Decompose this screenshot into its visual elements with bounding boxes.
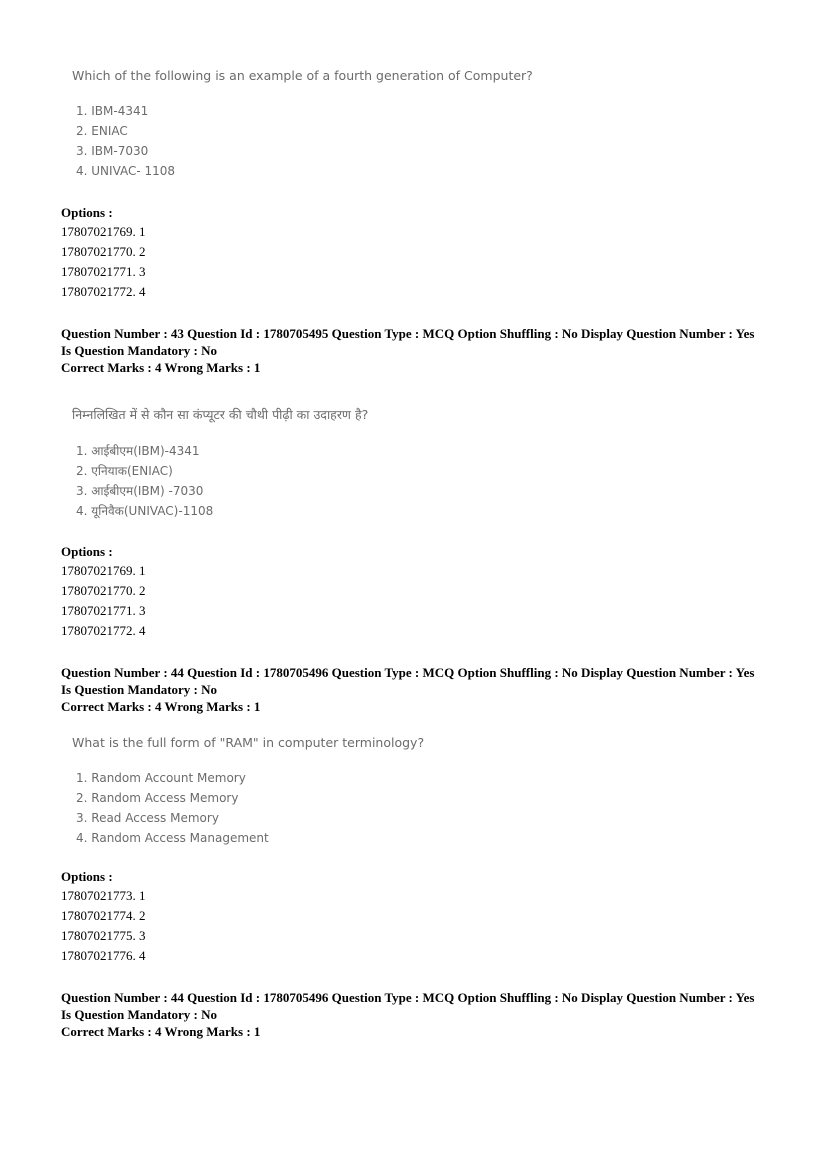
option-row: 17807021776. 4 <box>61 948 146 963</box>
option-row: 17807021769. 1 <box>61 224 146 239</box>
choice-item: 4. UNIVAC- 1108 <box>76 164 176 178</box>
meta-line-question-info: Question Number : 43 Question Id : 1780705495 Question Type : MCQ Option Shuffling : No Display Question Number : Yes <box>61 326 755 341</box>
option-row: 17807021769. 1 <box>61 563 146 578</box>
option-row: 17807021771. 3 <box>61 603 146 618</box>
choice-item: 1. आईबीएम(IBM)-4341 <box>76 444 200 458</box>
option-row: 17807021771. 3 <box>61 264 146 279</box>
meta-line-mandatory: Is Question Mandatory : No <box>61 681 218 697</box>
option-row: 17807021774. 2 <box>61 908 146 923</box>
choice-item: 1. IBM-4341 <box>76 104 149 118</box>
question-image-3 <box>62 735 424 848</box>
options-label: Options : <box>61 544 113 559</box>
meta-line-mandatory: Is Question Mandatory : No <box>61 342 218 358</box>
question-stem: Which of the following is an example of a fourth generation of Computer? <box>72 68 533 83</box>
choice-item: 3. Read Access Memory <box>76 811 219 825</box>
options-label: Options : <box>61 869 113 884</box>
choice-item: 2. ENIAC <box>76 124 128 138</box>
question-meta-43 <box>61 326 754 377</box>
question-image-2 <box>62 406 368 521</box>
options-block-3 <box>61 867 146 966</box>
option-row: 17807021770. 2 <box>61 244 146 259</box>
meta-line-question-info: Question Number : 44 Question Id : 1780705496 Question Type : MCQ Option Shuffling : No Display Question Number : Yes <box>61 665 755 680</box>
choice-item: 3. आईबीएम(IBM) -7030 <box>76 484 204 498</box>
meta-line-marks: Correct Marks : 4 Wrong Marks : 1 <box>61 699 261 714</box>
question-meta-44-next <box>61 990 754 1041</box>
question-stem: What is the full form of "RAM" in computer terminology? <box>72 735 425 750</box>
options-block-1 <box>61 203 146 302</box>
meta-line-marks: Correct Marks : 4 Wrong Marks : 1 <box>61 360 261 375</box>
question-stem: निम्नलिखित में से कौन सा कंप्यूटर की चौथी पीढ़ी का उदाहरण है? <box>72 407 369 422</box>
choice-item: 2. एनियाक(ENIAC) <box>76 464 173 478</box>
meta-line-mandatory: Is Question Mandatory : No <box>61 1006 218 1022</box>
choice-item: 3. IBM-7030 <box>76 144 149 158</box>
options-label: Options : <box>61 205 113 220</box>
choice-list <box>62 768 424 848</box>
option-row: 17807021773. 1 <box>61 888 146 903</box>
choice-item: 2. Random Access Memory <box>76 791 239 805</box>
question-image-1 <box>62 68 533 181</box>
choice-list <box>62 441 368 521</box>
options-block-2 <box>61 542 146 641</box>
option-row: 17807021772. 4 <box>61 623 146 638</box>
option-row: 17807021770. 2 <box>61 583 146 598</box>
option-row: 17807021772. 4 <box>61 284 146 299</box>
choice-item: 4. Random Access Management <box>76 831 269 845</box>
choice-item: 4. यूनिवैक(UNIVAC)-1108 <box>76 504 214 518</box>
question-meta-44 <box>61 665 754 716</box>
meta-line-question-info: Question Number : 44 Question Id : 1780705496 Question Type : MCQ Option Shuffling : No Display Question Number : Yes <box>61 990 755 1005</box>
choice-item: 1. Random Account Memory <box>76 771 246 785</box>
option-row: 17807021775. 3 <box>61 928 146 943</box>
choice-list <box>62 101 533 181</box>
meta-line-marks: Correct Marks : 4 Wrong Marks : 1 <box>61 1024 261 1039</box>
